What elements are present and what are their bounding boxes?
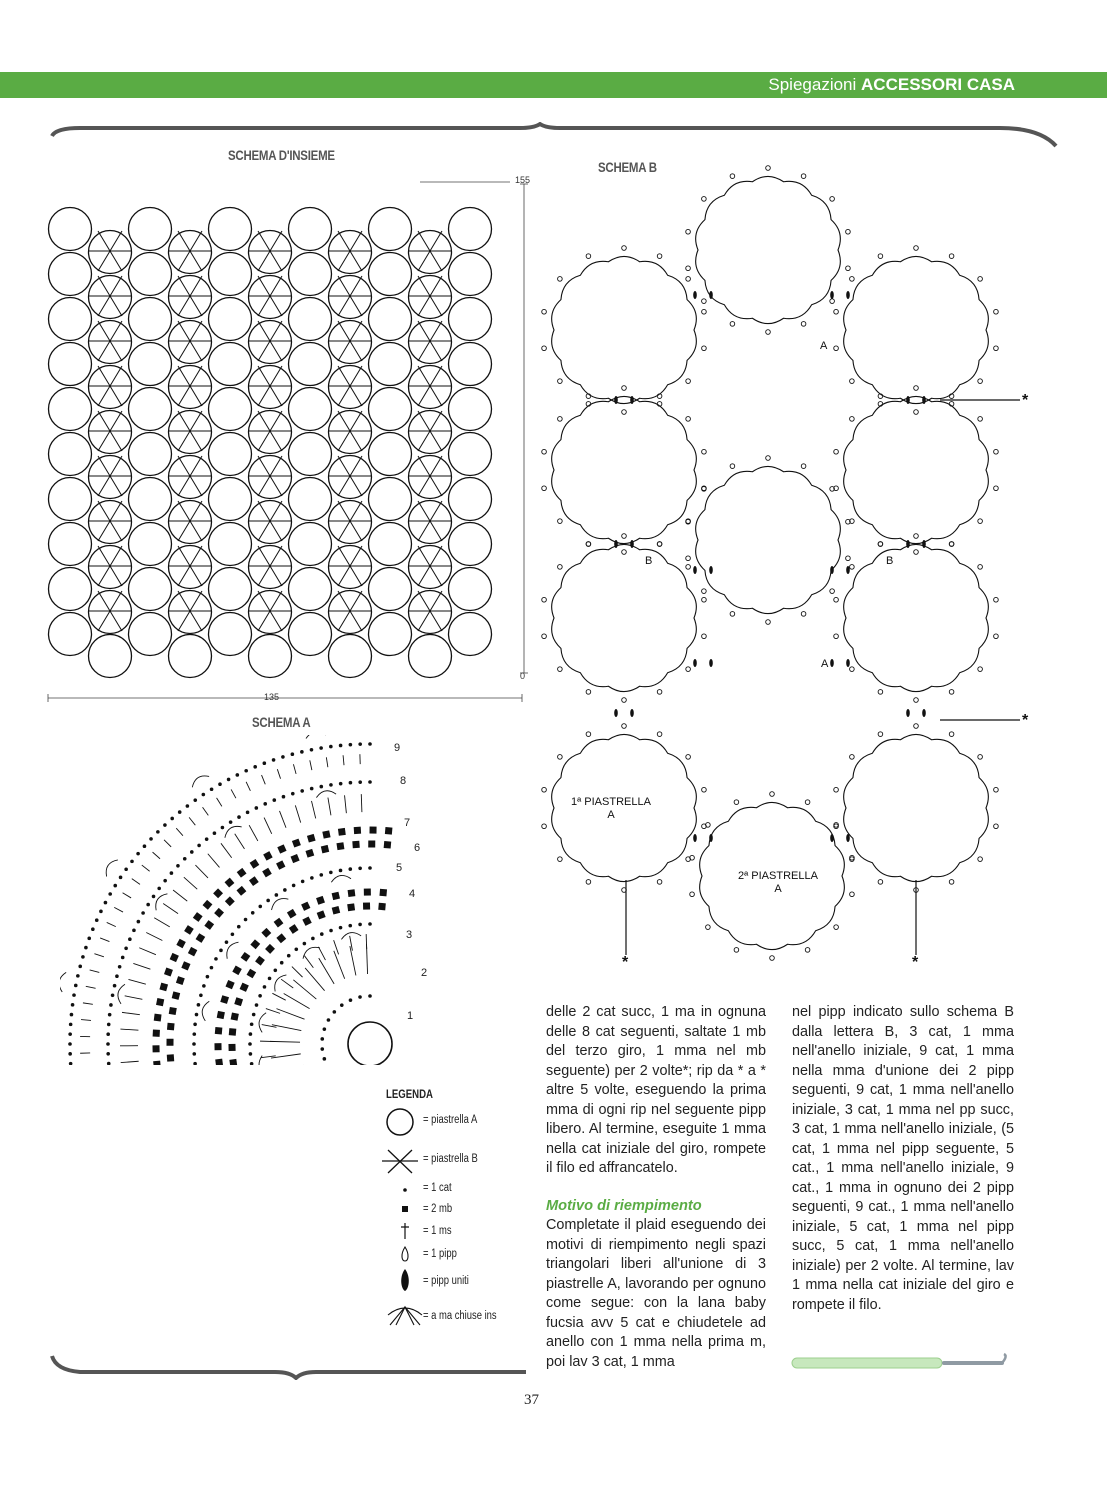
tile-4 bbox=[542, 386, 706, 555]
legend-title: LEGENDA bbox=[386, 1087, 433, 1101]
marker-b-1: B bbox=[645, 555, 653, 567]
tile-1-line2: A bbox=[607, 809, 615, 821]
legend-dc: = 2 mb bbox=[423, 1203, 453, 1215]
star-3: * bbox=[622, 954, 629, 971]
tile-1 bbox=[686, 166, 850, 335]
section-header bbox=[768, 75, 1015, 95]
height-dimension-label: 155 bbox=[515, 175, 531, 185]
tile-2-line2: A bbox=[774, 883, 782, 895]
tile-1-label bbox=[566, 796, 656, 822]
round-label-3: 3 bbox=[406, 929, 413, 941]
round-label-2: 2 bbox=[421, 967, 428, 979]
header-section: Spiegazioni bbox=[768, 75, 857, 94]
legend-chain: = 1 cat bbox=[423, 1182, 452, 1194]
col1-paragraph-1: delle 2 cat succ, 1 ma in ognuna delle 8 cat seguenti, saltate 1 mb del terzo giro, 1 mma nel mb seguente) per 2 volte*; rip da * a * altre 5 volte, eseguendo la prima mma di ogni rip nel seguente pipp libero. Al termine, eseguite 1 mma nella cat iniziale del giro, rompete il filo ed affrancatelo. bbox=[546, 1004, 766, 1176]
round-label-1: 1 bbox=[407, 1010, 414, 1022]
round-label-4: 4 bbox=[409, 888, 416, 900]
legend-symbols bbox=[380, 1105, 425, 1330]
legend-cluster: = a ma chiuse ins bbox=[423, 1310, 497, 1322]
round-label-5: 5 bbox=[396, 862, 403, 874]
tile-2-line1: 2ª PIASTRELLA bbox=[738, 870, 818, 882]
zero-dimension-label: 0 bbox=[520, 671, 526, 681]
tile-8 bbox=[834, 534, 998, 703]
legend-picot: = 1 pipp bbox=[423, 1248, 457, 1260]
width-dimension-label: 135 bbox=[264, 692, 280, 702]
legend-tile-b: = piastrella B bbox=[423, 1153, 478, 1165]
legend-tile-b-icon bbox=[382, 1150, 418, 1173]
header-title: ACCESSORI CASA bbox=[861, 75, 1015, 94]
top-divider bbox=[50, 122, 1060, 150]
star-1: * bbox=[1022, 392, 1029, 409]
tile-7 bbox=[542, 534, 706, 703]
text-column-2 bbox=[792, 1003, 1014, 1315]
marker-b-2: B bbox=[886, 555, 894, 567]
round-label-8: 8 bbox=[400, 775, 407, 787]
tile-2-label bbox=[728, 870, 828, 896]
star-2: * bbox=[1022, 712, 1029, 729]
schema-b-title: SCHEMA B bbox=[598, 159, 657, 175]
tile-3 bbox=[834, 246, 998, 415]
legend-cluster-icon bbox=[388, 1307, 422, 1325]
schema-insieme-title: SCHEMA D'INSIEME bbox=[228, 147, 335, 163]
legend-joined-picot: = pipp uniti bbox=[423, 1275, 469, 1287]
marker-a-1: A bbox=[820, 340, 828, 352]
round-label-6: 6 bbox=[414, 842, 421, 854]
legend-picot-icon bbox=[402, 1247, 408, 1261]
legend-sc-icon bbox=[401, 1223, 409, 1239]
col2-paragraph-1: nel pipp indicato sullo schema B dalla lettera B, 3 cat, 1 mma nell'anello iniziale, 9 cat, 1 mma nella mma d'unione dei 2 pipp seguenti, 9 cat, 1 mma nell'anello iniziale, 3 cat, 1 mma nel pp succ, 3 cat, 1 mma nell'anello iniziale, (5 cat, 1 mma nel pipp seguente, 5 cat., 1 mma nell'anello iniziale, 9 cat., 1 mma in ognuno dei 2 pipp seguenti, 9 cat., 1 mma nell'anello iniziale, 5 cat, 1 mma nel pipp succ, 5 cat, 1 mma nell'anello iniziale) per 2 volte. Al termine, lav 1 mma nella cat iniziale del giro e rompete il filo. bbox=[792, 1004, 1014, 1313]
legend-dc-icon bbox=[402, 1206, 408, 1212]
round-label-9: 9 bbox=[394, 742, 401, 754]
bottom-divider bbox=[50, 1352, 530, 1380]
col1-heading: Motivo di riempimento bbox=[546, 1197, 702, 1214]
tile-5 bbox=[834, 386, 998, 555]
legend-tile-a: = piastrella A bbox=[423, 1114, 478, 1126]
marker-a-2: A bbox=[821, 658, 829, 670]
page-number: 37 bbox=[524, 1392, 539, 1408]
schema-insieme-diagram bbox=[40, 170, 540, 705]
tile-10 bbox=[834, 724, 998, 893]
legend-sc: = 1 ms bbox=[423, 1225, 452, 1237]
schema-a-diagram bbox=[60, 735, 430, 1065]
crochet-hook-image bbox=[790, 1352, 1015, 1374]
schema-a-title: SCHEMA A bbox=[252, 714, 311, 730]
legend-joined-picot-icon bbox=[401, 1269, 409, 1291]
star-4: * bbox=[912, 954, 919, 971]
tile-6 bbox=[686, 456, 850, 625]
col1-paragraph-2: Completate il plaid eseguendo dei motivi di riempimento negli spazi triangolari liberi all'unione di 3 piastrelle A, lavorando per ognuno come segue: con la lana baby fucsia avv 5 cat e chiudetele ad anello con 1 mma nella prima m, poi lav 3 cat, 1 mma bbox=[546, 1217, 766, 1370]
schema-b-diagram bbox=[540, 150, 1040, 975]
tile-2 bbox=[542, 246, 706, 415]
legend-chain-icon bbox=[403, 1188, 407, 1192]
text-column-1 bbox=[546, 1003, 766, 1372]
round-label-7: 7 bbox=[404, 817, 411, 829]
legend-tile-a-icon bbox=[387, 1109, 413, 1135]
tile-1-line1: 1ª PIASTRELLA bbox=[571, 796, 651, 808]
